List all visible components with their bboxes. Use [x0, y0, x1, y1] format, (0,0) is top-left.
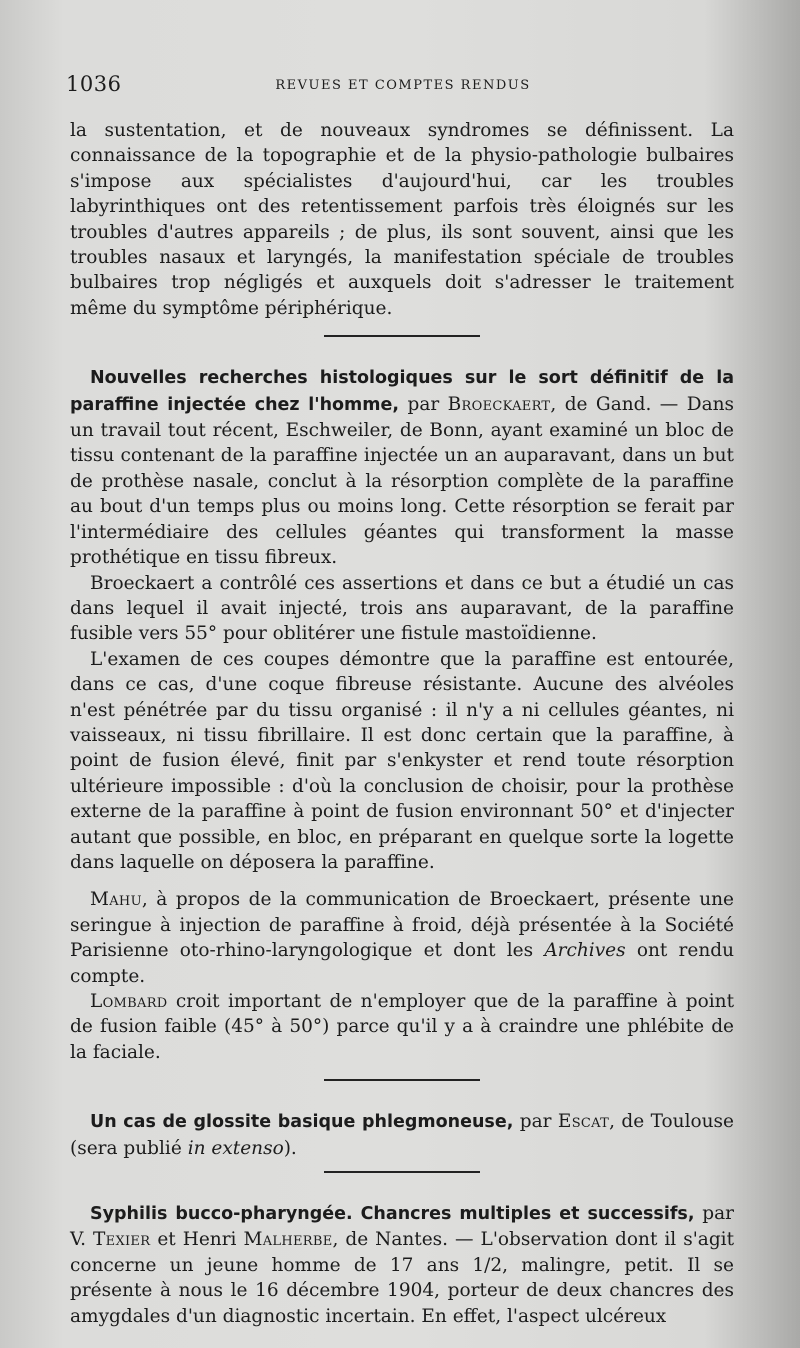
- article-paraffine-p5: [70, 989, 734, 1065]
- paragraph-text: , de Nantes. — L'observation dont il s'agit concerne un jeune homme de 17 ans 1/2, malingre, petit. Il se présente à nous le 16 décembre 1904, porteur de deux chancres des amygdales d'un diagnostic incertain. En effet, l'aspect ulcéreux: [70, 1229, 735, 1327]
- paragraph-text: ont rendu compte.: [70, 940, 734, 987]
- section-divider: [324, 1079, 480, 1081]
- author-name: Escat: [557, 1111, 610, 1133]
- author-name: Mahu: [90, 889, 142, 911]
- byline-and: et Henri: [150, 1229, 244, 1251]
- paragraph-text: ).: [283, 1137, 297, 1159]
- byline-par: par V.: [70, 1203, 734, 1251]
- author-name: Lombard: [90, 991, 168, 1012]
- author-name: Broeckaert: [447, 393, 551, 415]
- paragraph-text: croit important de n'employer que de la paraffine à point de fusion faible (45° à 50°) parce qu'il y a à craindre une phlébite de la faciale.: [70, 991, 734, 1063]
- section-divider: [324, 335, 480, 337]
- article-paraffine-intro: [70, 365, 734, 570]
- page-number: 1036: [66, 72, 122, 96]
- article-syphilis: [70, 1201, 734, 1329]
- section-divider: [324, 1171, 480, 1173]
- article-paraffine-p2: Broeckaert a contrôlé ces assertions et dans ce but a étudié un cas dans lequel il avait injecté, trois ans auparavant, de la paraffine fusible vers 55° pour oblitérer une fistule mastoïdienne.: [70, 572, 734, 645]
- author-place: , de Gand. —: [550, 393, 687, 415]
- article-title: Syphilis bucco-pharyngée. Chancres multiples et successifs,: [90, 1204, 695, 1225]
- paragraph-text: , de Toulouse (sera publié: [70, 1111, 734, 1159]
- page-header: [66, 72, 740, 102]
- author-name: Texier: [93, 1229, 151, 1251]
- paragraph-text: , à propos de la communication de Broeckaert, présente une seringue à injection de paraffine à froid, déjà présentée à la Société Parisienne oto-rhino-laryngologique et dont les: [70, 889, 734, 962]
- author-name: Malherbe: [243, 1229, 333, 1251]
- article-title: Un cas de glossite basique phlegmoneuse,: [90, 1112, 514, 1133]
- journal-name: Archives: [544, 940, 626, 962]
- page-body: [70, 118, 734, 1329]
- italic-phrase: in extenso: [187, 1137, 284, 1159]
- continued-paragraph: la sustentation, et de nouveaux syndromes se définissent. La connaissance de la topographie et de la physio-pathologie bulbaires s'impose aux spécialistes d'aujourd'hui, car les troubles labyrinthiques ont des retentissement parfois très éloignés sur les troubles d'autres appareils ; de plus, ils sont souvent, ainsi que les troubles nasaux et laryngés, la manifestation spéciale de troubles bulbaires trop négligés et auxquels doit s'adresser le traitement même du symptôme périphérique.: [70, 120, 734, 319]
- paragraph-gap: [70, 875, 734, 887]
- byline-par: par: [399, 393, 448, 415]
- paragraph-text: Dans un travail tout récent, Eschweiler, de Bonn, ayant examiné un bloc de tissu contenant de la paraffine injectée un an auparavant, dans un but de prothèse nasale, conclut à la résorption complète de la paraffine au bout d'un temps plus ou moins long. Cette résorption se ferait par l'intermédiaire des cellules géantes qui transforment la masse prothétique en tissu fibreux.: [70, 393, 735, 569]
- article-paraffine-p3: L'examen de ces coupes démontre que la paraffine est entourée, dans ce cas, d'une coque fibreuse résistante. Aucune des alvéoles n'est pénétrée par du tissu organisé : il n'y a ni cellules géantes, ni vaisseaux, ni tissu fibrillaire. Il est donc certain que la paraffine, à point de fusion élevé, finit par s'enkyster et rend toute résorption ultérieure impossible : d'où la conclusion de choisir, pour la prothèse externe de la paraffine à point de fusion environnant 50° et d'injecter autant que possible, en bloc, en préparant en quelque sorte la logette dans laquelle on déposera la paraffine.: [70, 648, 734, 873]
- article-glossite: [70, 1109, 734, 1161]
- running-title: REVUES ET COMPTES RENDUS: [275, 78, 531, 93]
- byline-par: par: [513, 1111, 558, 1133]
- article-paraffine-p4: [70, 887, 734, 989]
- article-title: Nouvelles recherches histologiques sur le sort définitif de la paraffine injectée chez l'homme,: [70, 368, 734, 415]
